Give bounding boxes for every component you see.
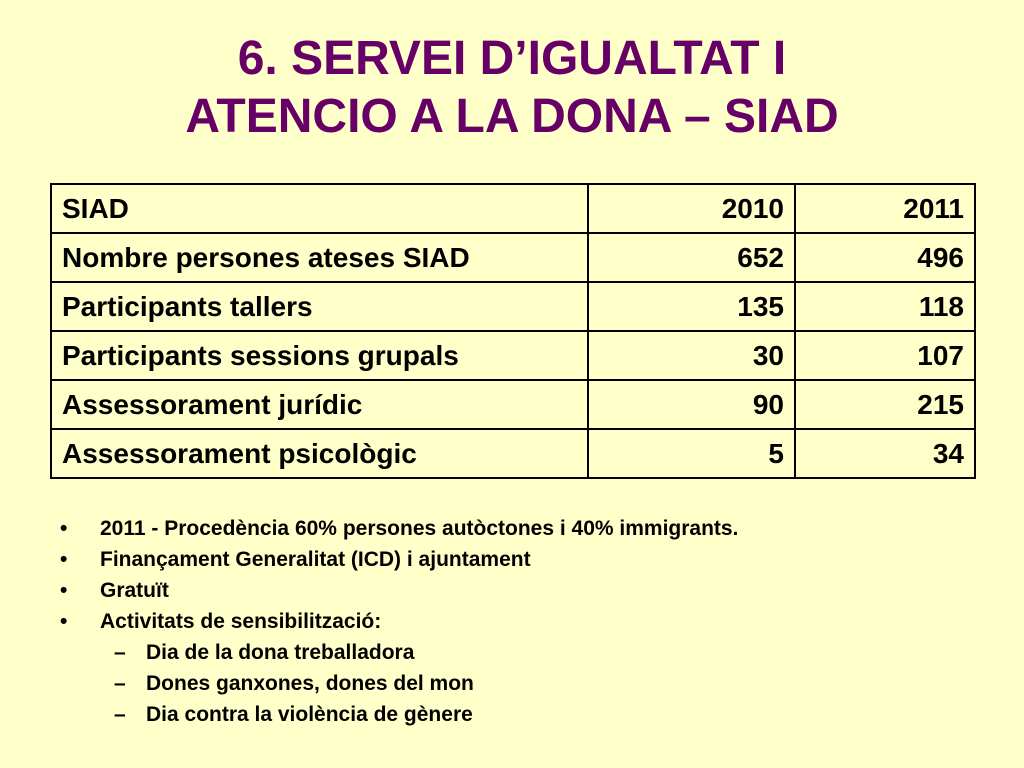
siad-stats-table	[50, 183, 976, 479]
sub-bullet-text: Dones ganxones, dones del mon	[146, 672, 474, 695]
row-value-2011: 107	[795, 331, 975, 380]
row-value-2010: 90	[588, 380, 795, 429]
header-cell-2010: 2010	[588, 184, 795, 233]
header-cell-label: SIAD	[51, 184, 588, 233]
row-label: Assessorament psicològic	[51, 429, 588, 478]
dash-icon: –	[114, 703, 126, 726]
bullet-item	[60, 544, 738, 575]
row-label: Assessorament jurídic	[51, 380, 588, 429]
bullet-icon: •	[60, 579, 68, 602]
bullet-text: Activitats de sensibilització:	[100, 610, 382, 633]
header-cell-2011: 2011	[795, 184, 975, 233]
row-label: Nombre persones ateses SIAD	[51, 233, 588, 282]
dash-icon: –	[114, 672, 126, 695]
sub-bullet-item	[100, 699, 738, 730]
bullet-text: 2011 - Procedència 60% persones autòctones i 40% immigrants.	[100, 517, 739, 540]
bullet-icon: •	[60, 610, 68, 633]
table-row	[51, 282, 975, 331]
row-value-2010: 135	[588, 282, 795, 331]
dash-icon: –	[114, 641, 126, 664]
table-row	[51, 233, 975, 282]
row-value-2011: 215	[795, 380, 975, 429]
bullet-text: Finançament Generalitat (ICD) i ajuntament	[100, 548, 531, 571]
row-value-2010: 652	[588, 233, 795, 282]
slide-title	[0, 30, 1024, 146]
bullet-text: Gratuït	[100, 579, 169, 602]
bullet-item	[60, 606, 738, 730]
bullet-icon: •	[60, 548, 68, 571]
table-row	[51, 331, 975, 380]
row-label: Participants tallers	[51, 282, 588, 331]
row-value-2011: 118	[795, 282, 975, 331]
table-row	[51, 380, 975, 429]
row-value-2011: 496	[795, 233, 975, 282]
table-row	[51, 429, 975, 478]
bullet-list	[60, 513, 738, 730]
bullet-item	[60, 575, 738, 606]
sub-bullet-text: Dia contra la violència de gènere	[146, 703, 473, 726]
row-value-2010: 5	[588, 429, 795, 478]
slide-title-line-2: ATENCIO A LA DONA – SIAD	[185, 90, 839, 143]
bullet-item	[60, 513, 738, 544]
row-value-2010: 30	[588, 331, 795, 380]
table-header-row	[51, 184, 975, 233]
bullet-icon: •	[60, 517, 68, 540]
sub-bullet-item	[100, 668, 738, 699]
slide-title-line-1: 6. SERVEI D’IGUALTAT I	[237, 32, 787, 85]
sub-bullet-item	[100, 637, 738, 668]
row-value-2011: 34	[795, 429, 975, 478]
row-label: Participants sessions grupals	[51, 331, 588, 380]
sub-bullet-text: Dia de la dona treballadora	[146, 641, 415, 664]
sub-bullet-list	[100, 637, 738, 730]
